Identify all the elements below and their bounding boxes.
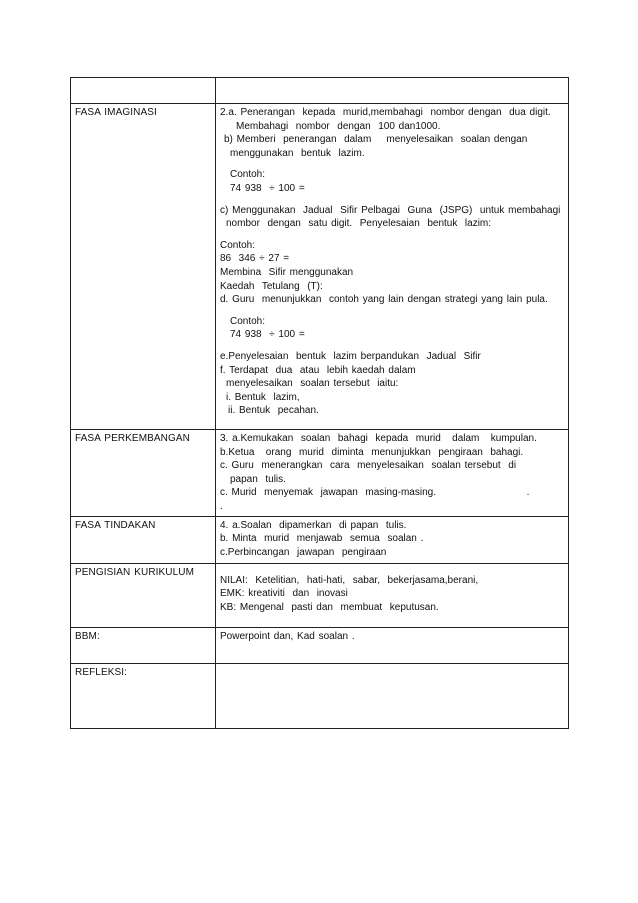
table-row-fasa-perkembangan [71, 430, 569, 517]
text-line: c) Menggunakan Jadual Sifir Pelbagai Guna (JSPG) untuk membahagi [220, 204, 561, 216]
fasa-tindakan-content [216, 516, 569, 563]
refleksi-label: REFLEKSI: [71, 663, 216, 728]
table-row-fasa-tindakan [71, 516, 569, 563]
text-line: menggunakan bentuk lazim. [230, 147, 365, 159]
header-label-cell [71, 78, 216, 104]
text-line: Contoh: [230, 315, 266, 327]
text-line: Membahagi nombor dengan 100 dan1000. [236, 120, 441, 132]
text-line: nombor dengan satu digit. Penyelesaian bentuk lazim: [226, 218, 492, 230]
text-line: NILAI: Ketelitian, hati-hati, sabar, bekerjasama,berani, [220, 574, 479, 586]
text-line: b. Minta murid menjawab semua soalan . [220, 533, 424, 545]
text-line: papan tulis. [230, 473, 286, 485]
fasa-perkembangan-label: FASA PERKEMBANGAN [71, 430, 216, 517]
fasa-perkembangan-content [216, 430, 569, 517]
text-line: c.Perbincangan jawapan pengiraan [220, 546, 387, 558]
bbm-content: Powerpoint dan, Kad soalan . [216, 627, 569, 663]
text-line: Contoh: [220, 239, 256, 251]
text-line: 74 938 ÷ 100 = [230, 329, 305, 341]
text-line: 74 938 ÷ 100 = [230, 182, 305, 194]
refleksi-content [216, 663, 569, 728]
header-content-cell [216, 78, 569, 104]
text-line: b.Ketua orang murid diminta menunjukkan pengiraan bahagi. [220, 446, 524, 458]
text-line: Contoh: [230, 169, 266, 181]
pengisian-kurikulum-label: PENGISIAN KURIKULUM [71, 563, 216, 627]
text-line: c. Murid menyemak jawapan masing-masing. . [220, 487, 530, 499]
text-line: ii. Bentuk pecahan. [228, 405, 319, 417]
text-line: 3. a.Kemukakan soalan bahagi kepada murid dalam kumpulan. [220, 433, 537, 444]
fasa-imaginasi-label: FASA IMAGINASI [71, 104, 216, 430]
text-line: . [220, 500, 223, 512]
bbm-label: BBM: [71, 627, 216, 663]
table-row-bbm [71, 627, 569, 663]
text-line: f. Terdapat dua atau lebih kaedah dalam [220, 364, 416, 376]
text-line: KB: Mengenal pasti dan membuat keputusan. [220, 601, 439, 613]
table-row-header [71, 78, 569, 104]
table-row-fasa-imaginasi [71, 104, 569, 430]
text-line: b) Memberi penerangan dalam menyelesaikan soalan dengan [224, 134, 528, 146]
text-line: EMK: kreativiti dan inovasi [220, 588, 348, 600]
lesson-plan-table [70, 77, 569, 729]
table-row-pengisian-kurikulum [71, 563, 569, 627]
text-line: i. Bentuk lazim, [226, 391, 300, 403]
text-line: e.Penyelesaian bentuk lazim berpandukan Jadual Sifir [220, 350, 481, 362]
fasa-imaginasi-content [216, 104, 569, 430]
text-line: 4. a.Soalan dipamerkan di papan tulis. [220, 519, 407, 531]
fasa-tindakan-label: FASA TINDAKAN [71, 516, 216, 563]
text-line: Kaedah Tetulang (T): [220, 280, 323, 292]
text-line: menyelesaikan soalan tersebut iaitu: [226, 378, 399, 390]
text-line: 2.a. Penerangan kepada murid,membahagi nombor dengan dua digit. [220, 107, 551, 118]
table-row-refleksi [71, 663, 569, 728]
text-line: d. Guru menunjukkan contoh yang lain dengan strategi yang lain pula. [220, 294, 548, 306]
pengisian-kurikulum-content [216, 563, 569, 627]
text-line: 86 346 ÷ 27 = [220, 253, 290, 265]
text-line: Membina Sifir menggunakan [220, 266, 354, 278]
text-line: c. Guru menerangkan cara menyelesaikan soalan tersebut di [220, 460, 517, 472]
